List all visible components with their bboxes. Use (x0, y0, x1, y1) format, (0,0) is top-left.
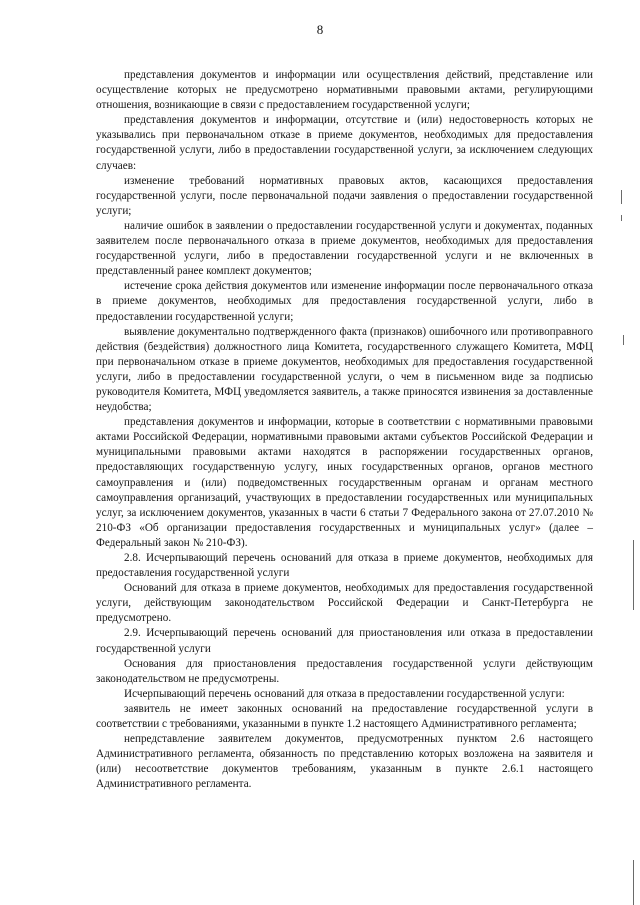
scan-mark (621, 190, 622, 204)
scan-mark (621, 215, 622, 221)
paragraph: Оснований для отказа в приеме документов, необходимых для предоставления государственной услуги, действующим законодательством Российской Федерации и Санкт-Петербурга не предусмотрено. (96, 582, 593, 625)
scan-mark (633, 540, 634, 610)
paragraph: представления документов и информации, отсутствие и (или) недостоверность которых не указывались при первоначальном отказе в приеме документов, необходимых для предоставления государственной услуги, либо в предоставлении государственной услуги, за исключением следующих случаев: (96, 114, 593, 172)
paragraph: истечение срока действия документов или изменение информации после первоначального отказа в приеме документов, необходимых для предоставления государственной услуги, либо в предоставлении государственной услуги; (96, 280, 593, 323)
section-heading-2-8: 2.8. Исчерпывающий перечень оснований для отказа в приеме документов, необходимых для предоставления государственной услуги (96, 552, 593, 580)
paragraph: Основания для приостановления предоставления государственной услуги действующим законодательством не предусмотрены. (96, 657, 593, 685)
paragraph: выявление документально подтвержденного факта (признаков) ошибочного или противоправного действия (бездействия) должностного лица Комитета, государственного служащего Комитета, МФЦ при первоначальном отказе в приеме документов, необходимых для предоставления государственной услуги, либо в предоставлении государственной услуги, о чем в письменном виде за подписью руководителя Комитета, МФЦ уведомляется заявитель, а также приносятся извинения за доставленные неудобства; (96, 325, 593, 414)
section-heading-2-9: 2.9. Исчерпывающий перечень оснований для приостановления или отказа в предоставлении государственной услуги (96, 627, 593, 655)
document-body (96, 68, 593, 793)
paragraph: представления документов и информации или осуществления действий, представление или осуществление которых не предусмотрено нормативными правовыми актами, регулирующими отношения, возникающие в связи с предоставлением государственной услуги; (96, 69, 593, 112)
page-number: 8 (316, 22, 324, 37)
paragraph: наличие ошибок в заявлении о предоставлении государственной услуги и документах, поданных заявителем после первоначального отказа в приеме документов, необходимых для предоставления государственной услуги, либо в предоставлении государственной услуги и не включенных в представленный ранее комплект документов; (96, 219, 593, 278)
scan-mark (623, 335, 624, 345)
scan-margin-artifacts (610, 0, 640, 905)
paragraph: непредставление заявителем документов, предусмотренных пунктом 2.6 настоящего Административного регламента, обязанность по представлению которых возложена на заявителя и (или) несоответствие документов требованиям, указанным в пункте 2.6.1 настоящего Административного регламента. (96, 733, 593, 791)
paragraph: Исчерпывающий перечень оснований для отказа в предоставлении государственной услуги: (124, 687, 565, 700)
paragraph: заявитель не имеет законных оснований на предоставление государственной услуги в соответствии с требованиями, указанными в пункте 1.2 настоящего Административного регламента; (96, 702, 593, 731)
paragraph: представления документов и информации, которые в соответствии с нормативными правовыми актами Российской Федерации, нормативными правовыми актами субъектов Российской Федерации и муниципальными правовыми актами находятся в распоряжении государственных органов, предоставляющих государственную услугу, иных государственных органов, органов местного самоуправления и (или) подведомственных государственным органам и органам местного самоуправления организаций, участвующих в предоставлении государственных или муниципальных услуг, за исключением документов, указанных в части 6 статьи 7 Федерального закона от 27.07.2010 № 210-ФЗ «Об организации предоставления государственных и муниципальных услуг» (далее – Федеральный закон № 210-ФЗ). (96, 416, 593, 549)
paragraph: изменение требований нормативных правовых актов, касающихся предоставления государственной услуги, после первоначальной подачи заявления о предоставлении государственной услуги; (96, 174, 593, 217)
scan-mark (633, 860, 634, 905)
